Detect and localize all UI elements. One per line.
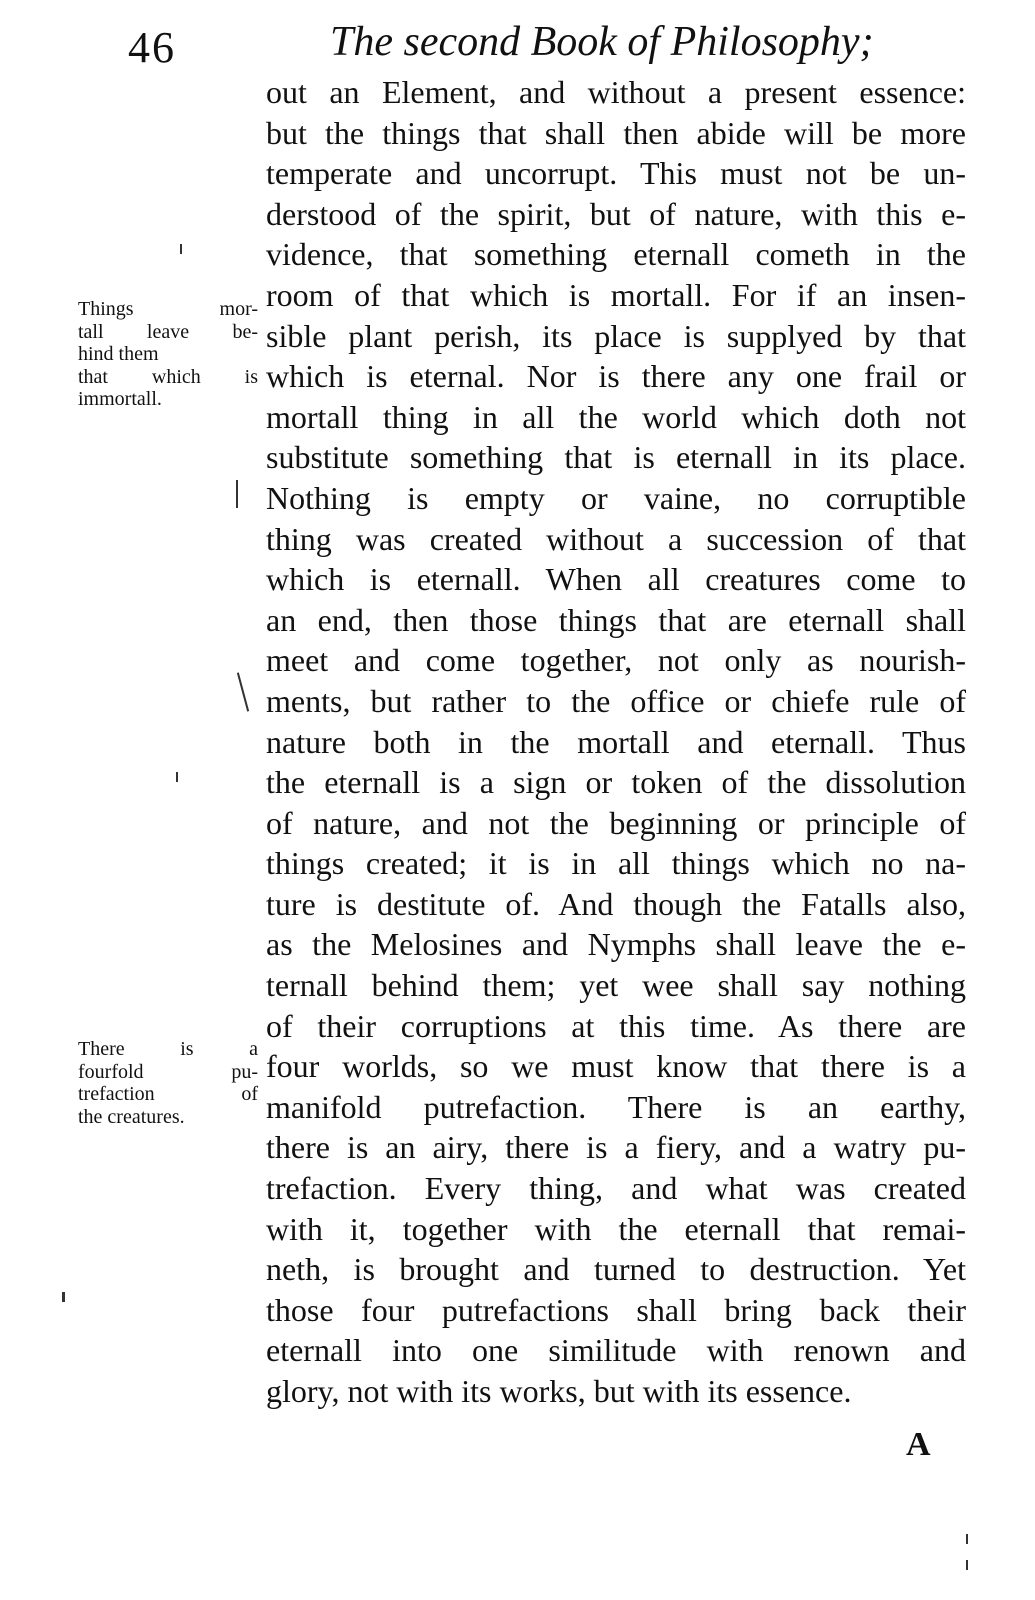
- scan-speck: [966, 1560, 968, 1570]
- text-line: ments, but rather to the office or chiefe rule of: [266, 682, 966, 719]
- text-line: four worlds, so we must know that there is a: [266, 1048, 966, 1085]
- text-line: which is eternal. Nor is there any one frail or: [266, 358, 966, 395]
- marginal-note-fourfold-putrefaction: [78, 1038, 258, 1128]
- page-number: 46: [128, 23, 176, 72]
- marginal-note-line: the creatures.: [78, 1105, 185, 1128]
- text-line: Nothing is empty or vaine, no corruptible: [266, 479, 966, 516]
- running-title: The second Book of Philosophy;: [330, 19, 874, 65]
- text-line: as the Melosines and Nymphs shall leave the e-: [266, 926, 966, 963]
- marginal-note-line: that which is: [78, 365, 258, 388]
- text-line: ternall behind them; yet wee shall say nothing: [266, 967, 966, 1004]
- text-line: those four putrefactions shall bring back their: [266, 1291, 966, 1328]
- marginal-note-line: tall leave be-: [78, 320, 258, 343]
- text-line: there is an airy, there is a fiery, and a watry pu-: [266, 1129, 966, 1166]
- text-line: an end, then those things that are eternall shall: [266, 601, 966, 638]
- text-line: meet and come together, not only as nourish-: [266, 642, 966, 679]
- text-line: room of that which is mortall. For if an insen-: [266, 276, 966, 313]
- catchword: A: [906, 1426, 931, 1463]
- text-line: substitute something that is eternall in its place.: [266, 439, 966, 476]
- text-line: mortall thing in all the world which doth not: [266, 398, 966, 435]
- text-line: ture is destitute of. And though the Fatalls also,: [266, 885, 966, 922]
- text-line: out an Element, and without a present essence:: [266, 74, 966, 110]
- text-line: temperate and uncorrupt. This must not be un-: [266, 155, 966, 192]
- scan-speck: [62, 1292, 65, 1302]
- text-line: of their corruptions at this time. As there are: [266, 1007, 966, 1044]
- scan-speck: [176, 772, 178, 782]
- text-line: derstood of the spirit, but of nature, with this e-: [266, 195, 966, 232]
- text-line: vidence, that something eternall cometh in the: [266, 236, 966, 273]
- marginal-note-line: hind them: [78, 343, 159, 365]
- text-line: neth, is brought and turned to destruction. Yet: [266, 1251, 966, 1288]
- text-line: but the things that shall then abide will be more: [266, 114, 966, 151]
- text-line: thing was created without a succession of that: [266, 520, 966, 557]
- body-text: [266, 72, 966, 1412]
- text-line: the eternall is a sign or token of the dissolution: [266, 764, 966, 801]
- text-line: sible plant perish, its place is supplyed by that: [266, 317, 966, 354]
- text-line: glory, not with its works, but with its essence.: [266, 1373, 852, 1409]
- text-line: with it, together with the eternall that remai-: [266, 1210, 966, 1247]
- marginal-note-line: There is a: [78, 1038, 258, 1060]
- marginal-note-line: immortall.: [78, 388, 162, 410]
- text-line: things created; it is in all things which no na-: [266, 845, 966, 882]
- text-line: eternall into one similitude with renown and: [266, 1332, 966, 1369]
- text-line: which is eternall. When all creatures come to: [266, 561, 966, 598]
- marginal-note-things-mortall: [78, 298, 258, 411]
- text-line: manifold putrefaction. There is an earthy,: [266, 1088, 966, 1125]
- marginal-note-line: fourfold pu-: [78, 1060, 258, 1083]
- text-line: nature both in the mortall and eternall. Thus: [266, 723, 966, 760]
- marginal-note-line: trefaction of: [78, 1083, 258, 1105]
- marginal-note-line: Things mor-: [78, 298, 258, 320]
- scan-speck: [966, 1534, 968, 1544]
- scan-speck: [237, 672, 249, 711]
- text-line: of nature, and not the beginning or principle of: [266, 804, 966, 841]
- scan-speck: [236, 480, 238, 508]
- text-line: trefaction. Every thing, and what was created: [266, 1170, 966, 1207]
- scan-speck: [180, 244, 182, 254]
